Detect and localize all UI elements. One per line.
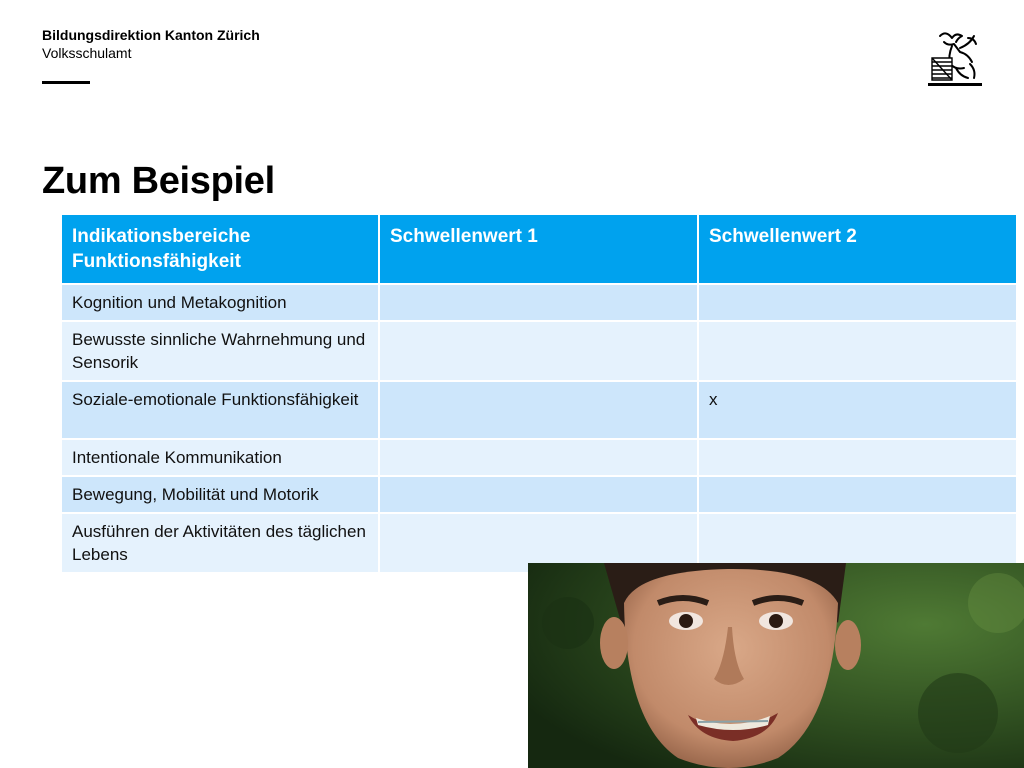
table-row bbox=[61, 476, 1017, 513]
student-photo bbox=[528, 563, 1024, 768]
table-row bbox=[61, 381, 1017, 439]
threshold-1-cell bbox=[379, 284, 698, 321]
table-header-row bbox=[61, 214, 1017, 284]
threshold-1-cell bbox=[379, 439, 698, 476]
page-title: Zum Beispiel bbox=[42, 160, 275, 202]
row-label: Soziale-emotionale Funktionsfähigkeit bbox=[61, 381, 379, 439]
threshold-2-cell bbox=[698, 284, 1017, 321]
row-label: Bewusste sinnliche Wahrnehmung und Sensorik bbox=[61, 321, 379, 381]
threshold-2-cell bbox=[698, 321, 1017, 381]
row-label: Ausführen der Aktivitäten des täglichen Lebens bbox=[61, 513, 379, 573]
row-label: Bewegung, Mobilität und Motorik bbox=[61, 476, 379, 513]
header-indication-areas: Indikationsbereiche Funktionsfähigkeit bbox=[61, 214, 379, 284]
threshold-1-cell bbox=[379, 381, 698, 439]
header-divider bbox=[42, 81, 90, 84]
row-label: Kognition und Metakognition bbox=[61, 284, 379, 321]
canton-lion-logo-icon bbox=[926, 28, 984, 88]
threshold-2-cell bbox=[698, 476, 1017, 513]
threshold-1-cell bbox=[379, 476, 698, 513]
header-threshold-2: Schwellenwert 2 bbox=[698, 214, 1017, 284]
threshold-2-cell: x bbox=[698, 381, 1017, 439]
organization-header bbox=[42, 26, 260, 62]
threshold-1-cell bbox=[379, 321, 698, 381]
table-row bbox=[61, 439, 1017, 476]
organization-name: Bildungsdirektion Kanton Zürich bbox=[42, 27, 260, 43]
indication-table bbox=[60, 213, 1018, 574]
threshold-2-cell bbox=[698, 439, 1017, 476]
organization-unit: Volksschulamt bbox=[42, 45, 132, 61]
table-row bbox=[61, 321, 1017, 381]
table-row bbox=[61, 284, 1017, 321]
header-threshold-1: Schwellenwert 1 bbox=[379, 214, 698, 284]
row-label: Intentionale Kommunikation bbox=[61, 439, 379, 476]
